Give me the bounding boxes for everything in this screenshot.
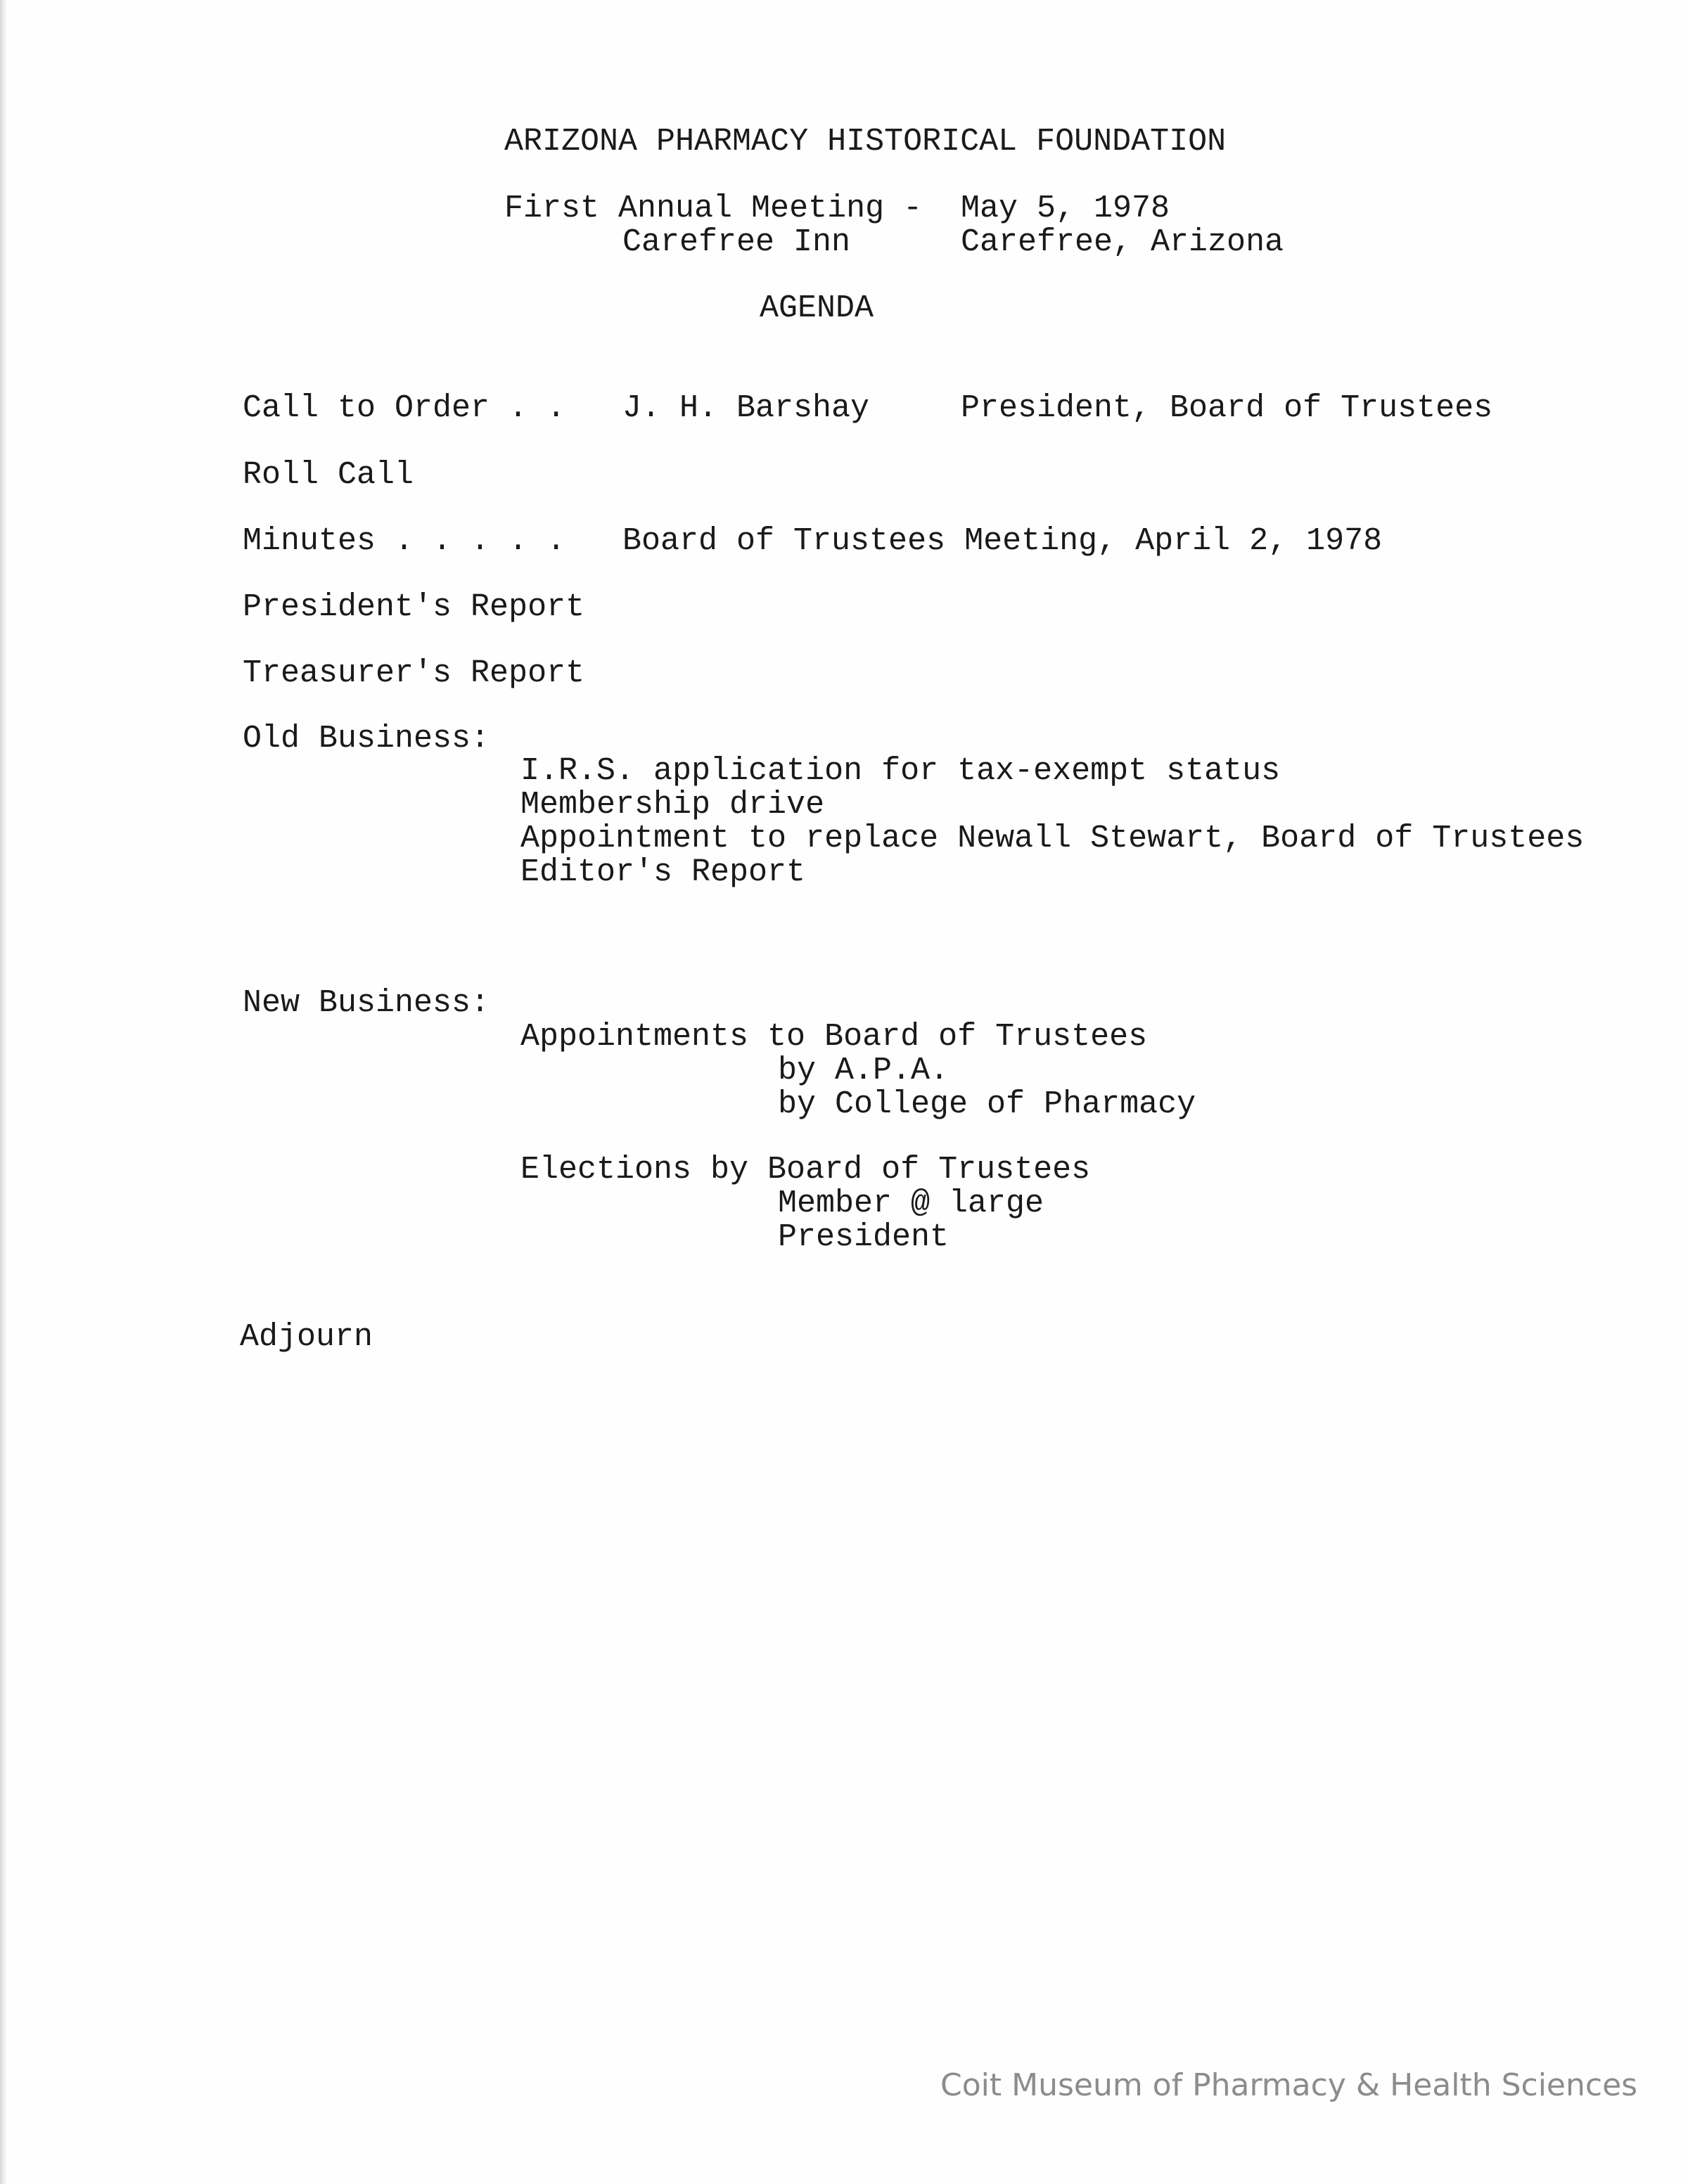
minutes-detail: Board of Trustees Meeting, April 2, 1978 <box>622 523 1383 559</box>
treasurers-report: Treasurer's Report <box>243 655 585 691</box>
appointment-by-college: by College of Pharmacy <box>778 1086 1196 1122</box>
elections-heading: Elections by Board of Trustees <box>520 1152 1091 1188</box>
meeting-city: Carefree, Arizona <box>961 224 1284 260</box>
old-business-item: Appointment to replace Newall Stewart, Board of Trustees <box>520 821 1585 856</box>
roll-call: Roll Call <box>243 457 414 493</box>
old-business-item: Editor's Report <box>520 854 806 890</box>
election-president: President <box>778 1219 950 1255</box>
election-member-at-large: Member @ large <box>778 1186 1044 1221</box>
appointments-heading: Appointments to Board of Trustees <box>520 1019 1148 1055</box>
new-business-label: New Business: <box>243 985 490 1021</box>
call-to-order-person: J. H. Barshay <box>622 390 870 426</box>
org-name: ARIZONA PHARMACY HISTORICAL FOUNDATION <box>504 124 1227 160</box>
meeting-venue: Carefree Inn <box>622 224 851 260</box>
meeting-title: First Annual Meeting - <box>504 191 923 226</box>
presidents-report: President's Report <box>243 589 585 625</box>
call-to-order-label: Call to Order . . <box>243 390 566 426</box>
old-business-label: Old Business: <box>243 721 490 757</box>
meeting-date: May 5, 1978 <box>961 191 1170 226</box>
old-business-item: I.R.S. application for tax-exempt status <box>520 753 1281 789</box>
old-business-item: Membership drive <box>520 787 825 823</box>
museum-watermark: Coit Museum of Pharmacy & Health Sciences <box>940 2067 1638 2103</box>
minutes-label: Minutes . . . . . <box>243 523 566 559</box>
adjourn: Adjourn <box>240 1319 373 1355</box>
call-to-order-role: President, Board of Trustees <box>961 390 1493 426</box>
agenda-title: AGENDA <box>760 290 874 326</box>
appointment-by-apa: by A.P.A. <box>778 1053 950 1088</box>
